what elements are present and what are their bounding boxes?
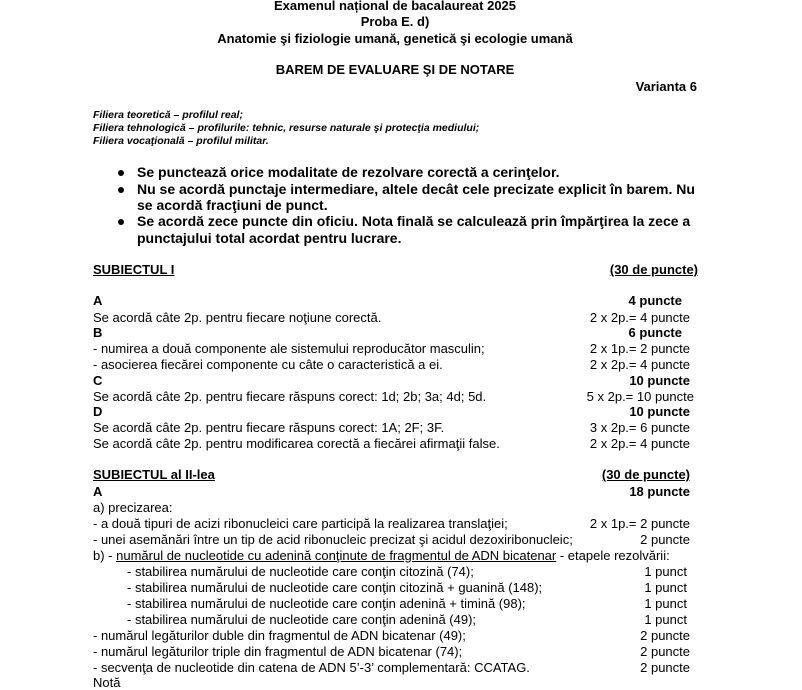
s2-extra-1: - numărul legăturilor duble din fragmentul de ADN bicatenar (49); xyxy=(93,628,466,643)
s1-c-points: 10 puncte xyxy=(629,373,690,388)
s2-a2: - unei asemănări între un tip de acid ribonucleic precizat şi acidul dezoxiribonucleic; xyxy=(93,532,573,547)
s2-step-3: - stabilirea numărului de nucleotide care conţin adenină + timină (98); xyxy=(127,596,526,611)
filiera-vocationala: Filiera vocaţională – profilul militar. xyxy=(93,135,269,147)
subiect2-points: (30 de puncte) xyxy=(601,467,690,482)
s2-step-2: - stabilirea numărului de nucleotide care conţin citozină + guanină (148); xyxy=(127,580,543,595)
s2-step-4-pts: 1 punct xyxy=(644,612,687,627)
rule-1: Se punctează orice modalitate de rezolvare corectă a cerinţelor. xyxy=(137,164,560,180)
s1-b-calc2: 2 x 2p.= 4 puncte xyxy=(589,357,690,372)
s2-extra-2-pts: 2 puncte xyxy=(640,644,690,659)
s1-b-points: 6 puncte xyxy=(628,325,682,340)
s1-b-line1: - numirea a două componente ale sistemului reproducător masculin; xyxy=(93,341,485,356)
s1-c-line: Se acordă câte 2p. pentru fiecare răspuns corect: 1d; 2b; 3a; 4d; 5d. xyxy=(93,389,487,404)
s2-extra-1-pts: 2 puncte xyxy=(640,628,690,643)
s1-d-calc1: 3 x 2p.= 6 puncte xyxy=(589,420,690,435)
rule-2a: Nu se acordă punctaje intermediare, altele decât cele precizate explicit în barem. Nu xyxy=(137,181,695,197)
s2-a-letter: A xyxy=(93,484,103,499)
filiera-tehnologica: Filiera tehnologică – profilurile: tehnic, resurse naturale şi protecţia mediului; xyxy=(93,122,480,134)
s2-nota: Notă xyxy=(93,675,121,690)
s2-b-underlined: numărul de nucleotide cu adenină conţinute de fragmentul de ADN bicatenar xyxy=(116,548,557,563)
rule-3b: punctajului total acordat pentru lucrare. xyxy=(137,230,402,246)
s2-b-suffix: - etapele rezolvării: xyxy=(556,548,670,563)
s2-step-3-pts: 1 punct xyxy=(644,596,687,611)
barem-title: BAREM DE EVALUARE ŞI DE NOTARE xyxy=(275,62,515,77)
s1-a-line: Se acordă câte 2p. pentru fiecare noţiune corectă. xyxy=(93,310,382,325)
s2-extra-3: - secvenţa de nucleotide din catena de ADN 5’-3’ complementară: CCATAG. xyxy=(93,660,530,675)
s1-c-calc: 5 x 2p.= 10 puncte xyxy=(586,389,694,404)
s2-step-4: - stabilirea numărului de nucleotide care conţin adenină (49); xyxy=(127,612,477,627)
exam-proba: Proba E. d) xyxy=(360,14,430,29)
subiect2-title: SUBIECTUL al II-lea xyxy=(93,467,215,482)
s1-b-letter: B xyxy=(93,325,103,340)
s1-b-calc1: 2 x 1p.= 2 puncte xyxy=(589,341,690,356)
s2-step-1: - stabilirea numărului de nucleotide care conţin citozină (74); xyxy=(127,564,474,579)
subiect1-points: (30 de puncte) xyxy=(609,262,698,277)
subiect1-title: SUBIECTUL I xyxy=(93,262,175,277)
s2-step-2-pts: 1 punct xyxy=(644,580,687,595)
rule-2b: se acordă fracţiuni de punct. xyxy=(137,197,328,213)
s1-b-line2: - asocierea fiecărei componente cu câte o caracteristică a ei. xyxy=(93,357,443,372)
s1-d-line1: Se acordă câte 2p. pentru fiecare răspuns corect: 1A; 2F; 3F. xyxy=(93,420,445,435)
s1-d-line2: Se acordă câte 2p. pentru modificarea corectă a fiecărei afirmaţii false. xyxy=(93,436,500,451)
s2-a1-calc: 2 x 1p.= 2 puncte xyxy=(589,516,690,531)
bullet-icon xyxy=(118,187,124,193)
exam-title: Examenul național de bacalaureat 2025 xyxy=(273,0,517,13)
s2-a-points: 18 puncte xyxy=(629,484,690,499)
filiera-teoretica: Filiera teoretică – profilul real; xyxy=(93,109,243,121)
variant-label: Varianta 6 xyxy=(635,79,697,94)
s2-extra-3-pts: 2 puncte xyxy=(640,660,690,675)
s2-b-prefix: b) - xyxy=(93,548,117,563)
bullet-icon xyxy=(118,170,124,176)
s1-a-calc: 2 x 2p.= 4 puncte xyxy=(589,310,690,325)
s2-step-1-pts: 1 punct xyxy=(644,564,687,579)
s2-a-intro: a) precizarea: xyxy=(93,500,173,515)
rule-3a: Se acordă zece puncte din oficiu. Nota finală se calculează prin împărţirea la zece a xyxy=(137,213,691,229)
s2-b-line xyxy=(93,548,670,563)
s1-d-calc2: 2 x 2p.= 4 puncte xyxy=(589,436,690,451)
s1-d-letter: D xyxy=(93,404,103,419)
s2-a1: - a două tipuri de acizi ribonucleici care participă la realizarea translaţiei; xyxy=(93,516,508,531)
s1-a-letter: A xyxy=(93,293,103,308)
s2-a2-calc: 2 puncte xyxy=(640,532,690,547)
s1-c-letter: C xyxy=(93,373,103,388)
exam-subject: Anatomie şi fiziologie umană, genetică şi ecologie umană xyxy=(217,31,573,46)
s2-extra-2: - numărul legăturilor triple din fragmentul de ADN bicatenar (74); xyxy=(93,644,463,659)
s1-d-points: 10 puncte xyxy=(629,404,690,419)
s1-a-points: 4 puncte xyxy=(628,293,682,308)
bullet-icon xyxy=(118,219,124,225)
